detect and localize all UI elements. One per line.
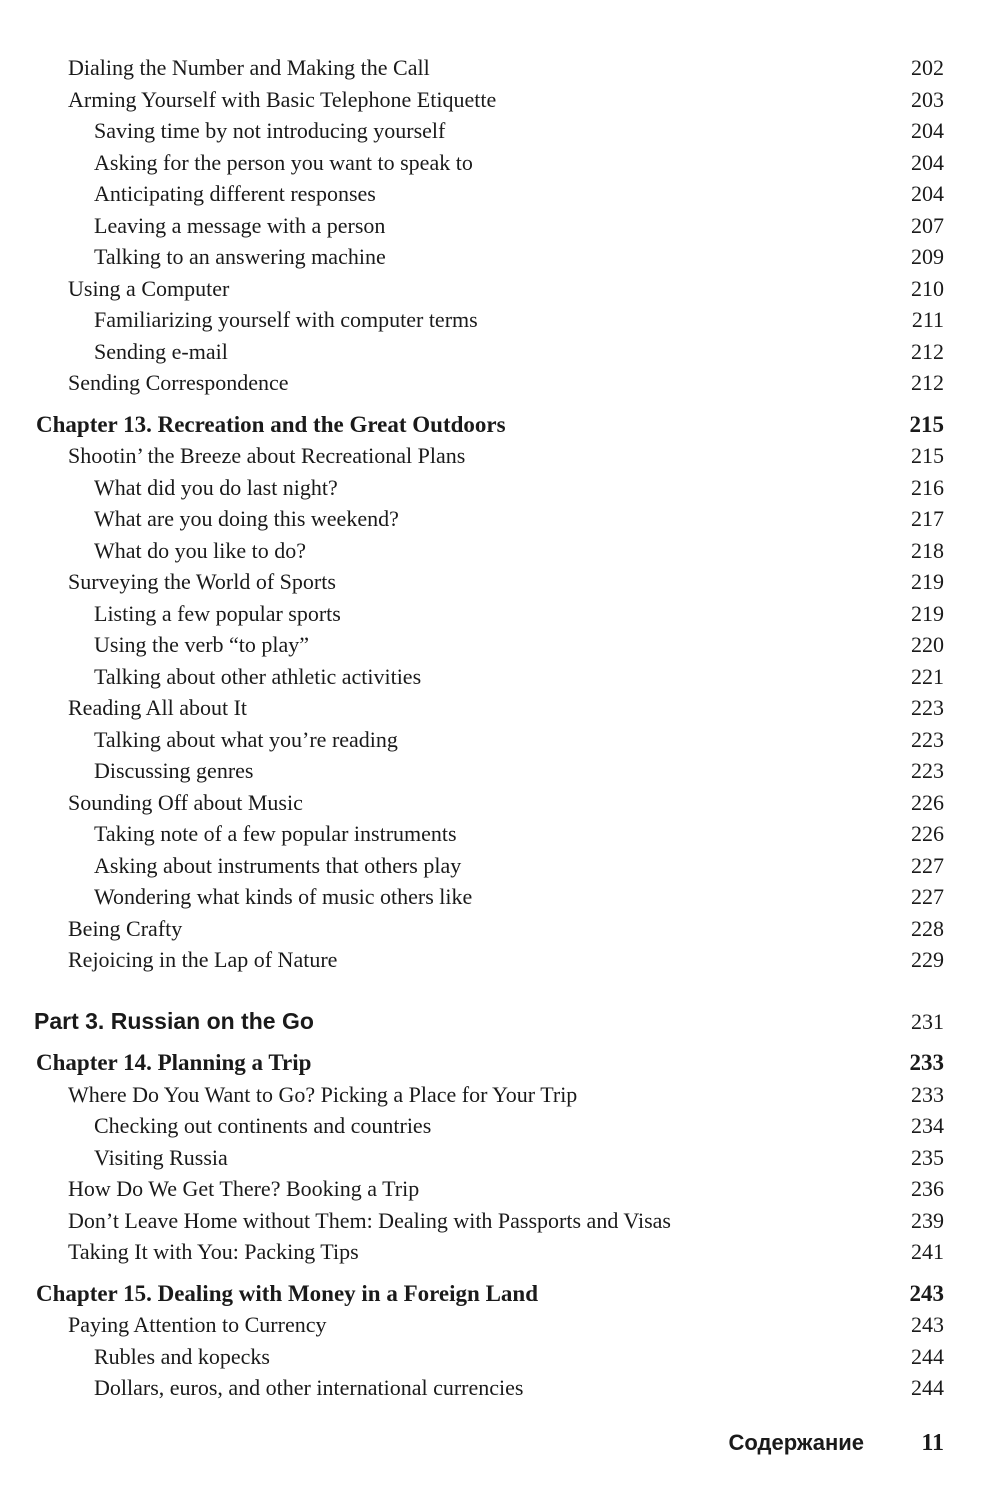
toc-subsection-row bbox=[0, 503, 1000, 535]
toc-entry-page: 210 bbox=[911, 275, 944, 301]
toc-section-row bbox=[0, 787, 1000, 819]
toc-section-row bbox=[0, 1205, 1000, 1237]
toc-subsection-row bbox=[0, 724, 1000, 756]
toc-entry-page: 218 bbox=[911, 537, 944, 563]
toc-chapter-row bbox=[0, 1278, 1000, 1310]
toc-entry-title: Wondering what kinds of music others like bbox=[94, 884, 473, 909]
toc-entry-page: 202 bbox=[911, 55, 944, 80]
toc-entry-page: 216 bbox=[911, 474, 944, 500]
toc-entry-page: 215 bbox=[911, 443, 944, 468]
toc-entry-page: 204 bbox=[911, 149, 944, 175]
toc-entry-title: Dialing the Number and Making the Call bbox=[68, 55, 430, 80]
toc-subsection-row bbox=[0, 818, 1000, 850]
toc-subsection-row bbox=[0, 147, 1000, 179]
page-footer bbox=[0, 1430, 1000, 1464]
toc-subsection-row bbox=[0, 210, 1000, 242]
toc-entry-title: Where Do You Want to Go? Picking a Place for Your Trip bbox=[68, 1081, 578, 1107]
toc-entry-title: Chapter 13. Recreation and the Great Outdoors bbox=[36, 411, 506, 437]
toc-entry-title: Taking It with You: Packing Tips bbox=[68, 1239, 359, 1264]
toc-entry-page: 226 bbox=[911, 789, 944, 815]
toc-entry-title: Arming Yourself with Basic Telephone Etiquette bbox=[68, 86, 497, 112]
toc-section-row bbox=[0, 913, 1000, 945]
toc-subsection-row bbox=[0, 472, 1000, 504]
toc-entry-title: Discussing genres bbox=[94, 758, 254, 783]
page-number: 11 bbox=[921, 1430, 944, 1456]
toc-entry-title: Talking to an answering machine bbox=[94, 244, 386, 269]
toc-subsection-row bbox=[0, 304, 1000, 336]
toc-entry-title: Talking about what you’re reading bbox=[94, 726, 398, 752]
toc-entry-page: 231 bbox=[911, 1008, 944, 1034]
toc-entry-title: Reading All about It bbox=[68, 695, 248, 720]
toc-entry-page: 221 bbox=[911, 663, 944, 689]
toc-entry-title: Rejoicing in the Lap of Nature bbox=[68, 947, 338, 972]
toc-subsection-row bbox=[0, 535, 1000, 567]
toc-entry-page: 233 bbox=[911, 1081, 944, 1107]
toc-entry-title: Shootin’ the Breeze about Recreational Plans bbox=[68, 443, 466, 468]
toc-subsection-row bbox=[0, 241, 1000, 273]
toc-entry-page: 226 bbox=[911, 821, 944, 846]
toc-entry-page: 241 bbox=[911, 1239, 944, 1264]
toc-entry-page: 233 bbox=[909, 1050, 944, 1075]
toc-entry-page: 234 bbox=[911, 1113, 944, 1138]
toc-entry-title: Taking note of a few popular instruments bbox=[94, 821, 457, 846]
toc-chapter-row bbox=[0, 409, 1000, 441]
toc-entry-page: 229 bbox=[911, 947, 944, 972]
toc-entry-title: Using the verb “to play” bbox=[94, 632, 310, 657]
toc-section-row bbox=[0, 1236, 1000, 1268]
toc-entry-page: 215 bbox=[909, 411, 944, 437]
toc-entry-title: Listing a few popular sports bbox=[94, 600, 341, 626]
toc-entry-title: Being Crafty bbox=[68, 915, 183, 941]
toc-entry-page: 209 bbox=[911, 244, 944, 269]
toc-entry-page: 228 bbox=[911, 915, 944, 941]
toc-subsection-row bbox=[0, 629, 1000, 661]
toc-section-row bbox=[0, 84, 1000, 116]
toc-entry-page: 204 bbox=[911, 181, 944, 206]
toc-section-row bbox=[0, 1079, 1000, 1111]
toc-entry-page: 244 bbox=[911, 1343, 944, 1369]
toc-section-row bbox=[0, 566, 1000, 598]
toc-entry-page: 223 bbox=[911, 758, 944, 783]
toc-entry-title: Sounding Off about Music bbox=[68, 789, 303, 815]
toc-section-row bbox=[0, 1309, 1000, 1341]
toc-section-row bbox=[0, 52, 1000, 84]
toc-section-row bbox=[0, 367, 1000, 399]
toc-section-row bbox=[0, 440, 1000, 472]
toc-entry-title: Talking about other athletic activities bbox=[94, 663, 422, 689]
toc-entry-page: 227 bbox=[911, 884, 944, 909]
toc-entry-title: Visiting Russia bbox=[94, 1144, 228, 1170]
toc-subsection-row bbox=[0, 850, 1000, 882]
toc-entry-title: Rubles and kopecks bbox=[94, 1343, 270, 1369]
toc-entry-title: Asking about instruments that others play bbox=[94, 852, 462, 878]
toc-entry-page: 244 bbox=[911, 1375, 944, 1400]
toc-entry-page: 207 bbox=[911, 212, 944, 238]
toc-entry-title: Saving time by not introducing yourself bbox=[94, 118, 446, 143]
toc-entry-page: 227 bbox=[911, 852, 944, 878]
toc-entry-page: 243 bbox=[911, 1312, 944, 1337]
toc-section-row bbox=[0, 944, 1000, 976]
toc-entry-page: 203 bbox=[911, 86, 944, 112]
toc-entry-page: 223 bbox=[911, 695, 944, 720]
toc-entry-page: 211 bbox=[911, 307, 944, 332]
toc-subsection-row bbox=[0, 178, 1000, 210]
toc-entry-title: Chapter 14. Planning a Trip bbox=[36, 1050, 312, 1075]
toc-entry-page: 212 bbox=[911, 370, 944, 395]
toc-entry-page: 243 bbox=[909, 1280, 944, 1306]
toc-entry-title: How Do We Get There? Booking a Trip bbox=[68, 1176, 420, 1201]
toc-entry-page: 236 bbox=[911, 1176, 944, 1201]
toc-part-row bbox=[0, 1006, 1000, 1038]
running-footer-title: Содержание bbox=[728, 1430, 864, 1455]
toc-entry-page: 220 bbox=[911, 632, 944, 657]
toc-entry-page: 217 bbox=[911, 506, 944, 531]
toc-entry-title: Using a Computer bbox=[68, 275, 230, 301]
toc-entry-title: Surveying the World of Sports bbox=[68, 569, 336, 594]
toc-section-row bbox=[0, 1173, 1000, 1205]
toc-entry-title: Sending Correspondence bbox=[68, 370, 289, 395]
toc-entry-title: What do you like to do? bbox=[94, 537, 307, 563]
toc-entry-title: Asking for the person you want to speak to bbox=[94, 149, 473, 175]
toc-subsection-row bbox=[0, 598, 1000, 630]
toc-entry-title: Checking out continents and countries bbox=[94, 1113, 432, 1138]
toc-entry-page: 219 bbox=[911, 600, 944, 626]
toc-entry-title: Don’t Leave Home without Them: Dealing with Passports and Visas bbox=[68, 1207, 671, 1233]
toc-section-row bbox=[0, 692, 1000, 724]
toc-subsection-row bbox=[0, 661, 1000, 693]
toc-subsection-row bbox=[0, 881, 1000, 913]
toc-entry-title: Part 3. Russian on the Go bbox=[34, 1007, 314, 1034]
toc-entry-title: Sending e-mail bbox=[94, 338, 228, 364]
toc-entry-title: What are you doing this weekend? bbox=[94, 506, 399, 531]
toc-entry-page: 219 bbox=[911, 569, 944, 594]
toc-entry-title: Paying Attention to Currency bbox=[68, 1312, 327, 1337]
toc-subsection-row bbox=[0, 1341, 1000, 1373]
toc-entry-title: Leaving a message with a person bbox=[94, 212, 386, 238]
toc-entry-page: 235 bbox=[911, 1144, 944, 1170]
toc-entry-page: 223 bbox=[911, 726, 944, 752]
toc-subsection-row bbox=[0, 336, 1000, 368]
toc-subsection-row bbox=[0, 755, 1000, 787]
toc-entry-page: 212 bbox=[911, 338, 944, 364]
toc-entry-title: Familiarizing yourself with computer terms bbox=[94, 307, 478, 332]
toc-subsection-row bbox=[0, 115, 1000, 147]
toc-chapter-row bbox=[0, 1047, 1000, 1079]
toc-subsection-row bbox=[0, 1110, 1000, 1142]
toc-section-row bbox=[0, 273, 1000, 305]
toc-subsection-row bbox=[0, 1142, 1000, 1174]
toc-entry-page: 239 bbox=[911, 1207, 944, 1233]
toc-entry-title: Chapter 15. Dealing with Money in a Foreign Land bbox=[36, 1280, 538, 1306]
toc-subsection-row bbox=[0, 1372, 1000, 1404]
toc-entry-title: Dollars, euros, and other international currencies bbox=[94, 1375, 524, 1400]
toc-entry-title: What did you do last night? bbox=[94, 474, 338, 500]
table-of-contents bbox=[0, 52, 1000, 1404]
toc-entry-title: Anticipating different responses bbox=[94, 181, 376, 206]
toc-entry-page: 204 bbox=[911, 118, 944, 143]
